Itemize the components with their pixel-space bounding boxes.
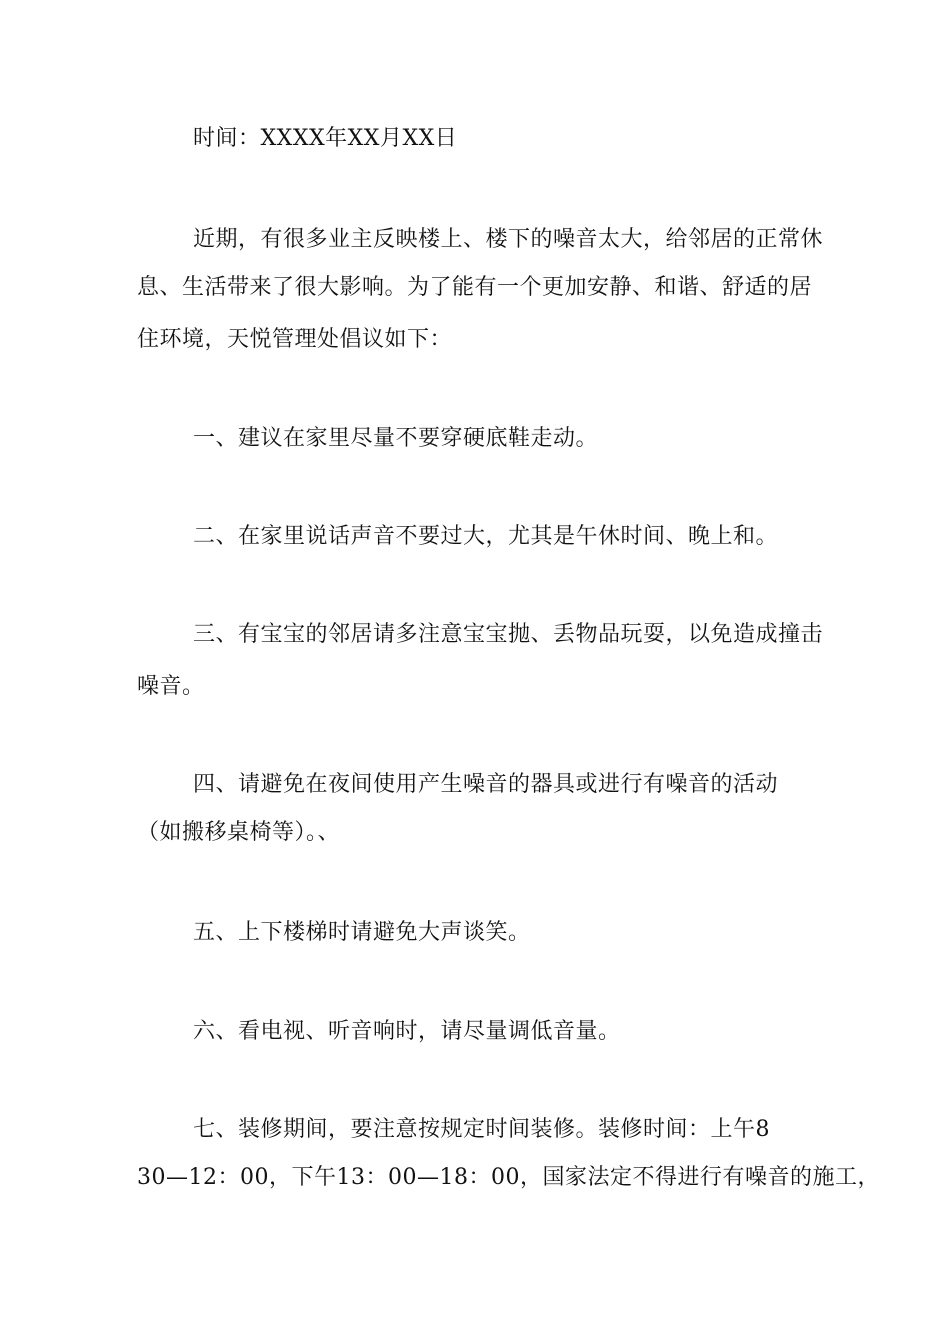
item-5-line-1: 五、上下楼梯时请避免大声谈笑。 (193, 920, 531, 945)
item-1-line-1: 一、建议在家里尽量不要穿硬底鞋走动。 (193, 426, 599, 451)
item-3-line-2: 噪音。 (137, 674, 205, 699)
intro-line-2: 息、生活带来了很大影响。为了能有一个更加安静、和谐、舒适的居 (137, 275, 813, 300)
intro-line-3: 住环境，天悦管理处倡议如下： (137, 327, 453, 352)
item-7-line-2: 30—12：00，下午13：00—18：00，国家法定不得进行有噪音的施工， (137, 1165, 880, 1190)
intro-line-1: 近期，有很多业主反映楼上、楼下的噪音太大，给邻居的正常休 (193, 227, 824, 252)
item-4-line-2: （如搬移桌椅等）。、 (137, 820, 341, 845)
item-2-line-1: 二、在家里说话声音不要过大，尤其是午休时间、晚上和。 (193, 524, 779, 549)
item-7-line-1: 七、装修期间，要注意按规定时间装修。装修时间：上午8 (193, 1117, 770, 1142)
item-3-line-1: 三、有宝宝的邻居请多注意宝宝抛、丢物品玩耍，以免造成撞击 (193, 622, 824, 647)
date-line: 时间：XXXX年XX月XX日 (193, 126, 458, 151)
item-6-line-1: 六、看电视、听音响时，请尽量调低音量。 (193, 1019, 621, 1044)
item-4-line-1: 四、请避免在夜间使用产生噪音的器具或进行有噪音的活动 (193, 772, 779, 797)
